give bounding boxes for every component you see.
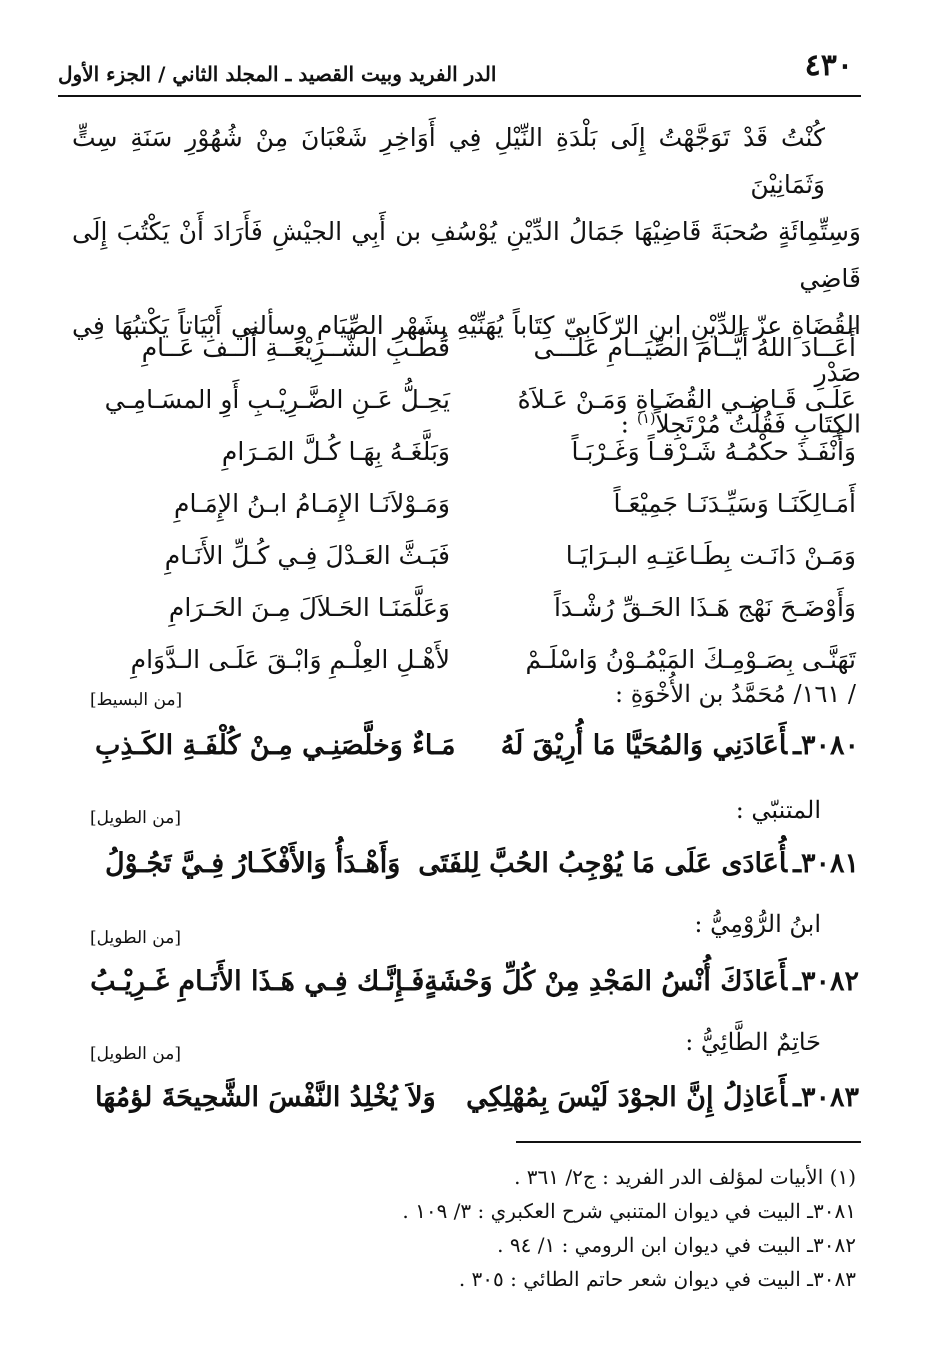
first-hemistich: تَهَنَّـى بِصَـوْمِـكَ المَيْمُـوْنُ وَاسْلَـمْ — [525, 645, 856, 674]
verse-number: ٣٠٨٢ـ — [793, 966, 859, 997]
first-hemistich: أَعَاذِلُ إِنَّ الجوْدَ لَيْسَ بِمُهْلِكِي — [466, 1082, 788, 1113]
second-hemistich: وَمَـوْلاَنَـا الإِمَـامُ ابـنُ الإِمَـامِ — [174, 489, 450, 518]
footnote: ٣٠٨٢ـ البيت في ديوان ابن الرومي : ١/ ٩٤ . — [497, 1233, 856, 1257]
quote-attribution: ابنُ الرُّوْمِيُّ : — [694, 910, 821, 938]
poem-verse — [105, 322, 856, 374]
second-hemistich: مَـاءٌ وَخلَّصَنِـي مِـنْ كُلْفَـةِ الكَـذِبِ — [95, 730, 456, 761]
verse-number: ٣٠٨٠ـ — [793, 730, 859, 761]
meter-label: [من الطويل] — [90, 1044, 181, 1064]
footnote-divider — [516, 1141, 861, 1143]
intro-line: كُنْتُ قَدْ تَوَجَّهْتُ إِلَى بَلْدَةِ النِّيْلِ فِي أَوَاخِرِ شَعْبَانَ مِنْ شُهُوْرِ سَنَةِ سِتٍّ وَثَمَانِيْنَ — [72, 123, 825, 199]
footnotes — [200, 1160, 856, 1296]
second-hemistich: وَلاَ يُخْلِدُ النَّفْسَ الشَّحِيحَةَ لؤمُهَا — [95, 1082, 436, 1113]
intro-line: وَسِتِّمِائَةٍ صُحبَةَ قَاضِيْهَا جَمَالُ الدِّيْنِ يُوْسُفِ بن أَبِي الجيْشِ فَأَرَادَ أَنْ يَكْتُبَ إِلَى قَاضِي — [72, 217, 861, 293]
first-hemistich: أَعَــادَ اللهُ أَيَّــامَ الصِّيَــامِ عَلَـــى — [533, 333, 856, 362]
page-number: ٤٣٠ — [804, 48, 853, 83]
second-hemistich: قُطْـبِ الشَّــرِيْعَــةِ أَلْــفَ عَــامِ — [141, 333, 450, 362]
footnote: (١) الأبيات لمؤلف الدر الفريد : ج٢/ ٣٦١ . — [514, 1165, 856, 1189]
running-header — [58, 48, 861, 90]
verse-number: ٣٠٨١ـ — [793, 848, 859, 879]
intro-line: الكِتَابِ فَقُلْتُ مُرْتَجِلاً — [655, 409, 861, 439]
header-divider — [58, 95, 861, 97]
quote-attribution: / ١٦١/ مُحَمَّدُ بن الأُخْوَةِ : — [614, 680, 856, 708]
poem-verse — [105, 374, 856, 426]
footnote: ٣٠٨٣ـ البيت في ديوان شعر حاتم الطائي : ٣٠٥ . — [458, 1267, 856, 1291]
intro-line: القُضَاةِ عزّ الدِّيْنِ ابن الرّكَابِيّ كِتَاباً يُهَنِّيْهِ بِشَهْرِ الصِّيَامِ وسألني أَبْيَاتاً يَكْتبُهَا فِي صَدْرِ — [72, 311, 861, 387]
numbered-verse — [90, 966, 859, 997]
poem — [105, 322, 856, 686]
verse-first — [501, 730, 859, 761]
footnote: ٣٠٨١ـ البيت في ديوان المتنبي شرح العكبري : ٣/ ١٠٩ . — [402, 1199, 856, 1223]
poem-verse — [105, 478, 856, 530]
first-hemistich: أَمَـالِكَنَـا وَسَيِّـدَنَـا جَمِيْعَـاً — [613, 489, 856, 518]
first-hemistich: وَأَوْضَـحَ نَهْج هَـذَا الحَـقِّ رُشْـدَاً — [553, 593, 856, 622]
intro-colon: : — [620, 409, 637, 439]
numbered-verse — [105, 848, 859, 879]
first-hemistich: أُعَادَى عَلَى مَا يُوْجِبُ الحُبَّ لِلفَتَى — [418, 848, 788, 879]
second-hemistich: وَبَلَّغَـهُ بِهَـا كُـلَّ المَـرَامِ — [221, 437, 450, 466]
first-hemistich: أَعَادَنِي وَالمُحَيَّا مَا أُرِيْقَ لَهُ — [500, 730, 788, 761]
second-hemistich: يَحِـلُّ عَـنِ الضَّـرِيْـبِ أَوِ المسَـامِـي — [104, 385, 450, 414]
verse-first — [418, 848, 859, 879]
poem-verse — [105, 582, 856, 634]
poem-verse — [105, 634, 856, 686]
verse-first — [424, 966, 859, 997]
numbered-verse — [95, 1082, 859, 1113]
first-hemistich: وَأَنْفَـذَ حكْمُـهُ شَـرْقـاً وَغَـرْبَـاً — [571, 437, 856, 466]
poem-verse — [105, 426, 856, 478]
footnote-reference[interactable]: (١) — [636, 411, 656, 427]
numbered-verse — [95, 730, 859, 761]
first-hemistich: وَمَـنْ دَانَـت بِطَـاعَتِـهِ البـرَايَـا — [565, 541, 856, 570]
meter-label: [من الطويل] — [90, 928, 181, 948]
running-title: الدر الفريد وبيت القصيد ـ المجلد الثاني / الجزء الأول — [58, 62, 497, 86]
poem-verse — [105, 530, 856, 582]
second-hemistich: لأَهْـلِ العِلْـمِ وَابْـقَ عَلَـى الـدَّوَامِ — [130, 645, 450, 674]
meter-label: [من البسيط] — [90, 690, 183, 710]
meter-label: [من الطويل] — [90, 808, 181, 828]
verse-number: ٣٠٨٣ـ — [793, 1082, 859, 1113]
second-hemistich: فَـإِنَّـك فِـي هَـذَا الأَنَـامِ غَـرِيْـبُ — [90, 966, 425, 997]
second-hemistich: فَبَـثَّ العَـدْلَ فِـي كُـلِّ الأَنَـامِ — [164, 541, 450, 570]
first-hemistich: عَلَـى قَـاضِـي القُضَـاةِ وَمَـنْ عَـلاَهُ — [517, 385, 856, 414]
first-hemistich: أَعَاذَكَ أُنْسُ المَجْدِ مِنْ كُلِّ وَحْشَةٍ — [424, 966, 788, 997]
second-hemistich: وَأَهْـدَأُ وَالأَفْكَـارُ فِـيَّ تَجُـوْلُ — [105, 848, 401, 879]
quote-attribution: حَاتِمٌ الطَّائِيُّ : — [685, 1028, 821, 1056]
quote-attribution: المتنبّي : — [735, 796, 821, 824]
verse-first — [466, 1082, 859, 1113]
second-hemistich: وَعَلَّمَنَـا الحَـلاَلَ مِـنَ الحَـرَامِ — [168, 593, 450, 622]
